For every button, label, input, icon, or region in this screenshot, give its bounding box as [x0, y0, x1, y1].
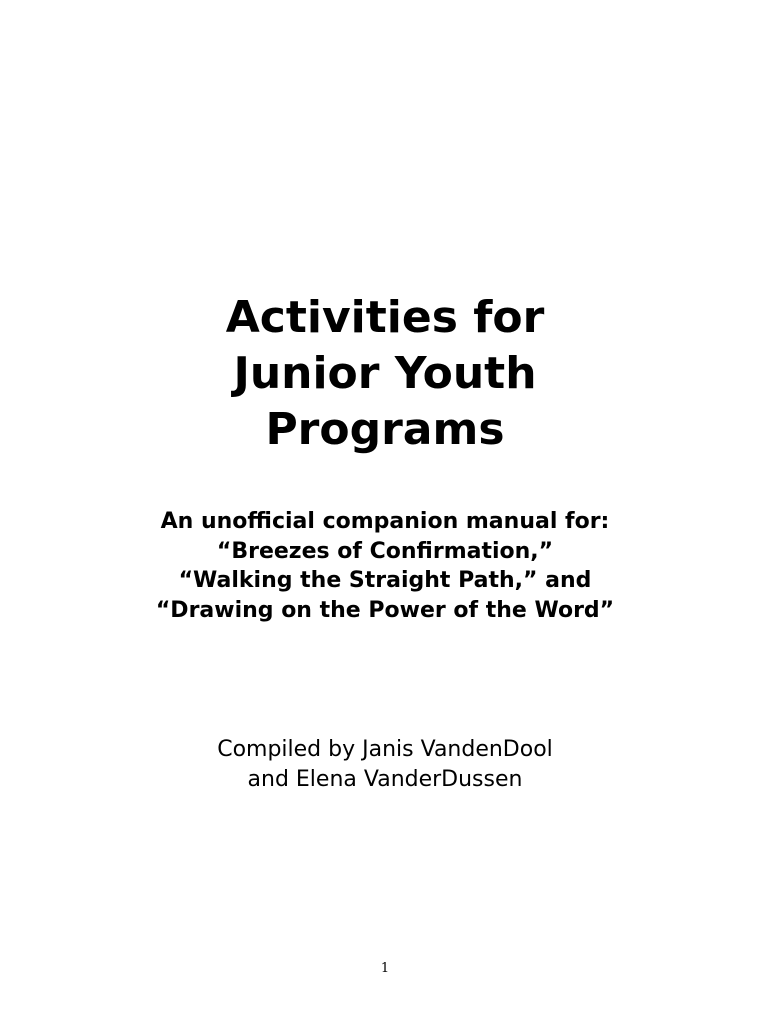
subtitle-line-4: “Drawing on the Power of the Word” [155, 597, 615, 623]
document-credits [0, 735, 770, 794]
credits-line-1: Compiled by Janis VandenDool [217, 737, 553, 762]
subtitle-line-3: “Walking the Straight Path,” and [178, 568, 592, 593]
title-line-1: Activities for [225, 292, 545, 343]
subtitle-line-2: “Breezes of Confirmation,” [216, 538, 554, 564]
title-line-2: Junior Youth [233, 348, 537, 399]
credits-line-2: and Elena VanderDussen [247, 766, 523, 792]
page-number: 1 [380, 961, 390, 976]
document-title [0, 290, 770, 458]
subtitle-line-1: An unofficial companion manual for: [160, 509, 610, 534]
document-subtitle [0, 507, 770, 625]
title-line-3: Programs [265, 404, 505, 455]
